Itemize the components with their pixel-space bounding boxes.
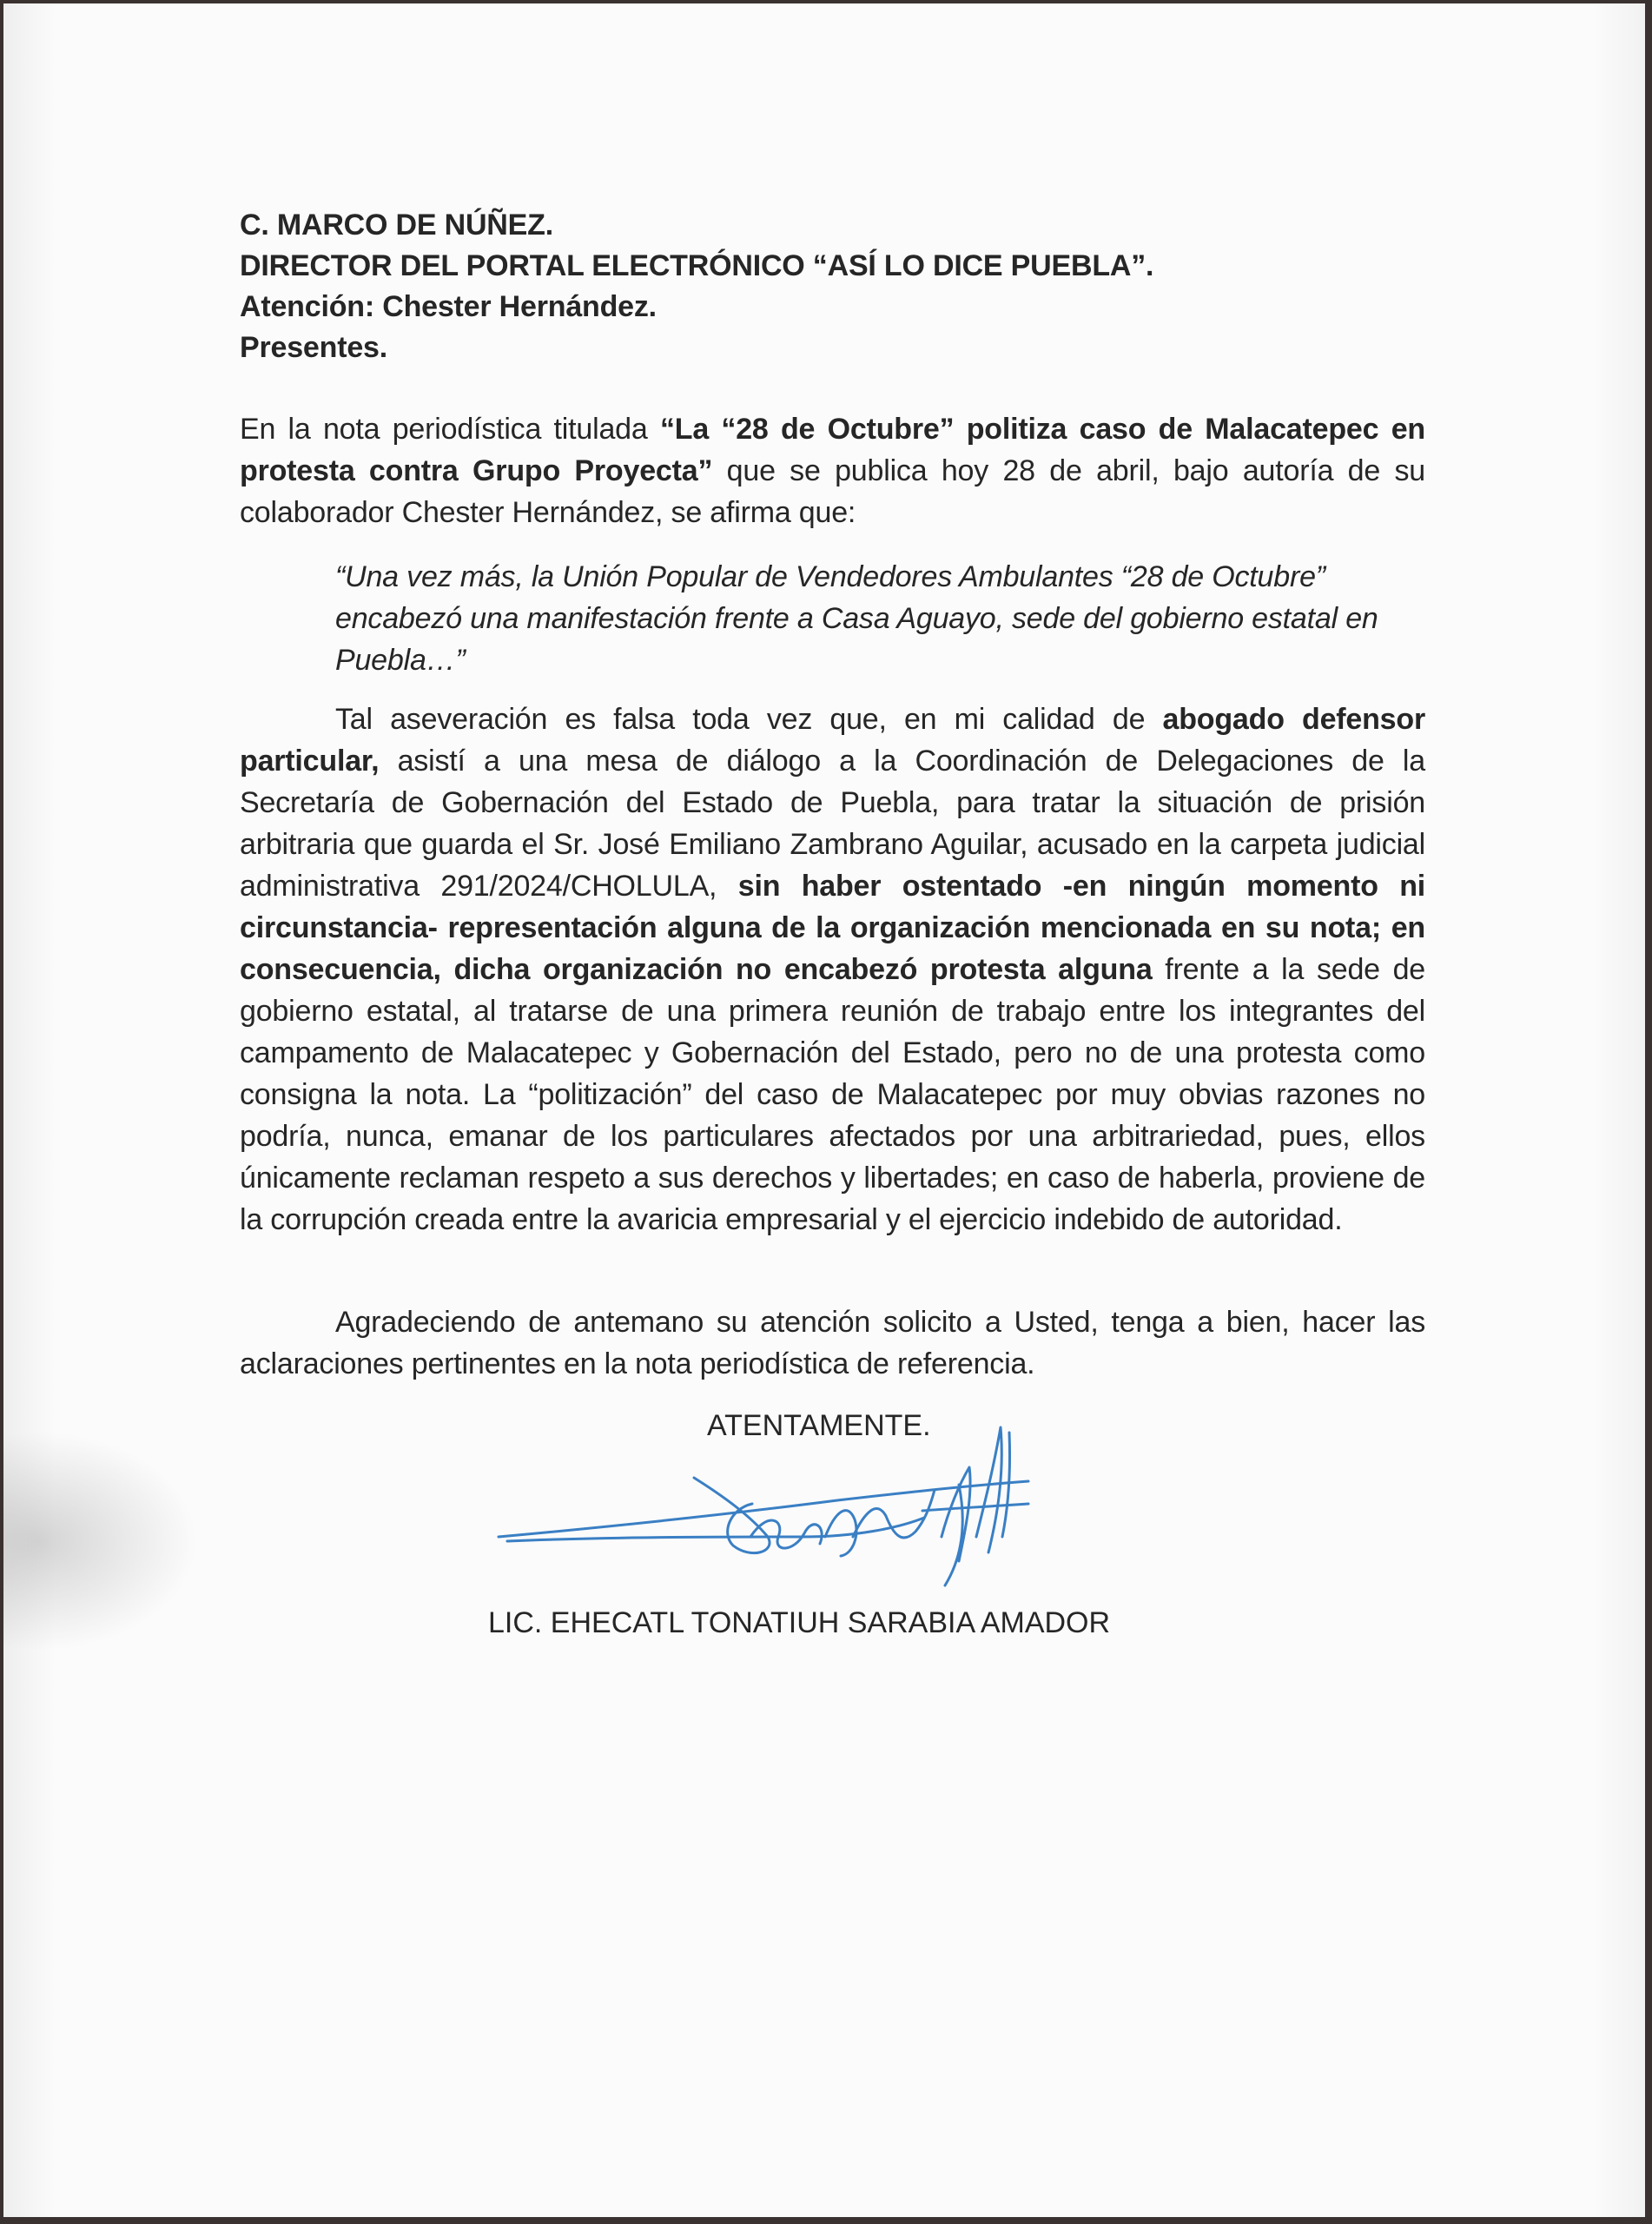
closing-paragraph: Agradeciendo de antemano su atención solicito a Usted, tenga a bien, hacer las aclaraciones pertinentes en la nota periodística de referencia. bbox=[240, 1306, 1425, 1380]
recipient-block bbox=[240, 205, 1425, 368]
handwritten-signature bbox=[490, 1407, 1046, 1598]
intro-text: En la nota periodística titulada bbox=[240, 413, 660, 446]
signer-name: LIC. EHECATL TONATIUH SARABIA AMADOR bbox=[488, 1606, 1111, 1639]
body-paragraph bbox=[240, 698, 1425, 1241]
recipient-name: C. MARCO DE NÚÑEZ. bbox=[240, 208, 553, 242]
body-text-3: frente a la sede de gobierno estatal, al tratarse de una primera reunión de trabajo entre los integrantes del campamento de Malacatepec y Gobernación del Estado, pero no de una protesta como consigna la nota. La “politización” del caso de Malacatepec por muy obvias razones no podría, nunca, emanar de los particulares afectados por una arbitrariedad, pues, ellos únicamente reclaman respeto a sus derechos y libertades; en caso de haberla, proviene de la corrupción creada entre la avaricia empresarial y el ejercicio indebido de autoridad. bbox=[240, 953, 1426, 1236]
recipient-attention: Atención: Chester Hernández. bbox=[240, 290, 657, 323]
body-text-2: asistí a una mesa de diálogo a la Coordinación de Delegaciones de la Secretaría de Gobernación del Estado de Puebla, para tratar la situación de prisión arbitraria que guarda el Sr. José Emiliano Zambrano Aguilar, acusado en la carpeta judicial administrativa 291/2024/CHOLULA, bbox=[240, 745, 1425, 903]
intro-paragraph bbox=[240, 408, 1425, 533]
body-bold-1: abogado defensor particular, bbox=[240, 703, 1425, 778]
body-bold-2: sin haber ostentado -en ningún momento ni circunstancia- representación alguna de la organización mencionada en su nota; en consecuencia, dicha organización no encabezó protesta alguna bbox=[240, 870, 1426, 986]
body-text-1: Tal aseveración es falsa toda vez que, en mi calidad de bbox=[335, 703, 1163, 736]
letter-page bbox=[3, 3, 1645, 2217]
intro-text-end: que se publica hoy 28 de abril, bajo autoría de su colaborador Chester Hernández, se afirma que: bbox=[240, 454, 1425, 529]
quoted-statement: “Una vez más, la Unión Popular de Vendedores Ambulantes “28 de Octubre” encabezó una manifestación frente a Casa Aguayo, sede del gobierno estatal en Puebla…” bbox=[335, 560, 1378, 677]
recipient-title: DIRECTOR DEL PORTAL ELECTRÓNICO “ASÍ LO DICE PUEBLA”. bbox=[240, 249, 1154, 282]
sign-off: ATENTAMENTE. bbox=[707, 1409, 931, 1442]
article-title: “La “28 de Octubre” politiza caso de Malacatepec en protesta contra Grupo Proyecta” bbox=[240, 413, 1425, 487]
recipient-greeting: Presentes. bbox=[240, 331, 387, 364]
